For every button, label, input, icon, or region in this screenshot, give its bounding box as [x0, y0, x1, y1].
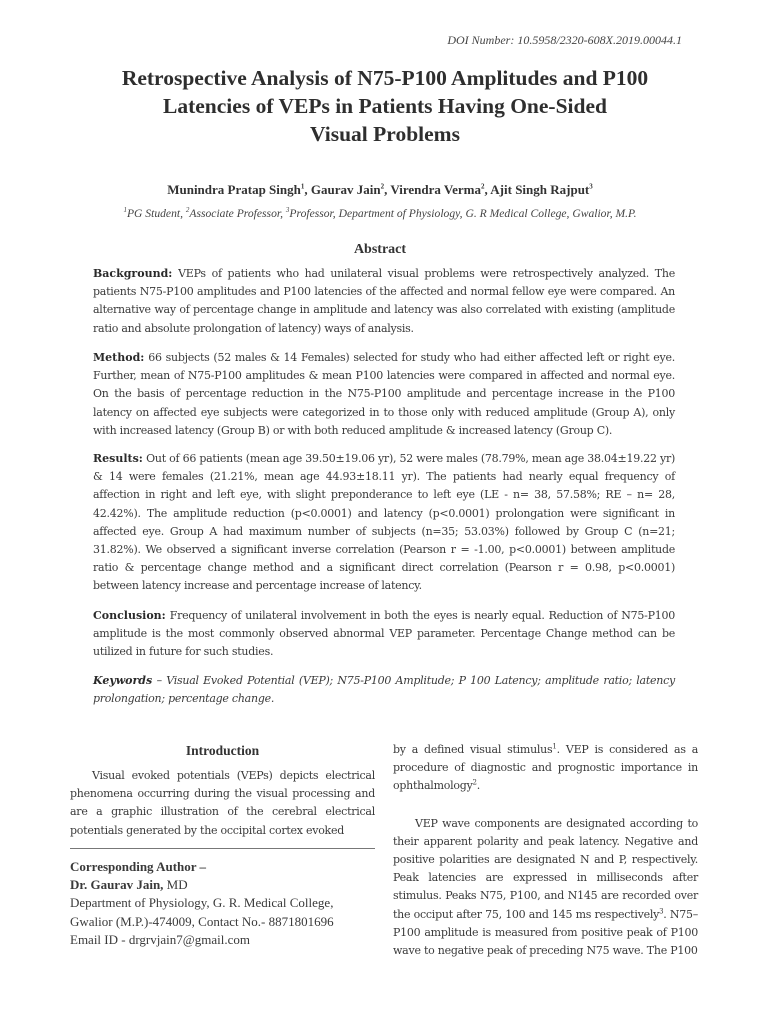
conclusion-text: Frequency of unilateral involvement in both the eyes is nearly equal. Reduction of N75-P100 amplitude is the most commonly observed abnormal VEP parameter. Percentage Change method can be utilized in future for such studies.: [93, 609, 675, 659]
abstract-method: [93, 349, 675, 440]
author-list: Munindra Pratap Singh$^1$, Gaurav Jain$^2$, Virendra Verma$^2$, Ajit Singh Rajput$^3$: [167, 182, 593, 197]
corresponding-dept: Department of Physiology, G. R. Medical College,: [70, 895, 334, 911]
results-label: Results:: [93, 452, 143, 465]
affil-text: Professor, Department of Physiology, G. R Medical College, Gwalior, M.P.: [289, 207, 637, 220]
author-name: Virendra Verma: [390, 182, 481, 197]
citation-sup: 3: [659, 906, 664, 915]
affil-text: Associate Professor,: [189, 207, 286, 220]
corresponding-contact: Gwalior (M.P.)-474009, Contact No.- 8871801696: [70, 913, 334, 929]
introduction-heading: Introduction: [185, 743, 260, 758]
method-text: 66 subjects (52 males & 14 Females) selected for study who had either affected left or right eye. Further, mean of N75-P100 amplitudes & mean P100 latencies were compared in affected and normal eye. On the basis of percentage reduction in the N75-P100 amplitude and percentage increase in the P100 latency on affected eye subjects were categorized in to those only with reduced amplitude (Group A), only with increased latency (Group B) or with both reduced amplitude & increased latency (Group C).: [93, 351, 675, 437]
doi-number: DOI Number: 10.5958/2320-608X.2019.00044.1: [447, 33, 682, 47]
author-sup: 3: [589, 182, 593, 191]
author-sup: 2: [380, 182, 385, 191]
affiliations: [70, 207, 690, 220]
text-run: . N75–P100 amplitude is measured from positive peak of P100 wave to negative peak of preceding N75 wave. The P100: [393, 907, 699, 958]
title-line: Retrospective Analysis of N75-P100 Amplitudes and P100: [121, 66, 649, 90]
corresponding-label: Corresponding Author –: [70, 859, 207, 874]
intro-right-column: [393, 741, 698, 960]
citation-sup: 2: [472, 778, 477, 787]
abstract-heading: Abstract: [353, 242, 407, 257]
title-line: Latencies of VEPs in Patients Having One-Sided: [163, 94, 607, 118]
intro-right-paragraph-2: [393, 815, 698, 961]
method-label: Method:: [93, 351, 145, 364]
affil-sup: 3: [285, 206, 290, 215]
abstract-results: [93, 450, 675, 596]
affil-sup: 1: [123, 206, 127, 215]
keywords-label: Keywords: [93, 674, 153, 687]
author-name: Munindra Pratap Singh: [167, 182, 301, 197]
abstract-conclusion: [93, 607, 675, 662]
citation-sup: 1: [552, 742, 557, 751]
corresponding-author: [70, 858, 375, 949]
abstract-background: [93, 265, 675, 338]
article-title: [80, 64, 690, 148]
corresponding-email: Email ID - drgrvjain7@gmail.com: [70, 931, 250, 947]
affil-sup: 2: [185, 206, 190, 215]
corresponding-name: Dr. Gaurav Jain,: [70, 877, 164, 893]
author-sup: 1: [300, 182, 305, 191]
abstract-keywords: [93, 672, 675, 708]
keywords-text: – Visual Evoked Potential (VEP); N75-P100 Amplitude; P 100 Latency; amplitude ratio; latency prolongation; percentage change.: [93, 674, 675, 706]
text-run: by a defined visual stimulus: [393, 743, 553, 756]
title-line: Visual Problems: [310, 122, 460, 146]
author-name: Gaurav Jain: [310, 182, 381, 197]
conclusion-label: Conclusion:: [93, 609, 166, 622]
footnote-divider: [70, 848, 375, 849]
text-run: .: [476, 779, 480, 793]
author-sup: 2: [481, 182, 485, 191]
intro-left-column: [70, 767, 375, 840]
affil-text: PG Student,: [126, 207, 186, 220]
corresponding-degree: MD: [163, 877, 188, 893]
background-label: Background:: [93, 267, 173, 280]
intro-right-paragraph-1: [393, 741, 698, 796]
text-run: . VEP is considered as a procedure of diagnostic and prognostic importance in ophthalmology: [393, 743, 699, 793]
results-text: Out of 66 patients (mean age 39.50±19.06 yr), 52 were males (78.79%, mean age 38.04±19.22 yr) & 14 were females (21.21%, mean age 44.93±18.11 yr). The patients had nearly equal frequency of affection in right and left eye, with slight preponderance to left eye (LE - n= 38, 57.58%; RE – n= 28, 42.42%). The amplitude reduction (p<0.0001) and latency (p<0.0001) prolongation were significant in affected eye. Group A had maximum number of subjects (n=35; 53.03%) followed by Group C (n=21; 31.82%). We observed a significant inverse correlation (Pearson r = -1.00, p<0.0001) between amplitude ratio & percentage change method and a significant direct correlation (Pearson r = 0.98, p<0.0001) between latency increase and percentage increase of latency.: [93, 452, 675, 593]
intro-left-paragraph: Visual evoked potentials (VEPs) depicts electrical phenomena occurring during the visual processing and are a graphic illustration of the cerebral electrical potentials generated by the occipital cortex evoked: [70, 769, 375, 837]
background-text: VEPs of patients who had unilateral visual problems were retrospectively analyzed. The patients N75-P100 amplitudes and P100 latencies of the affected and normal fellow eye were compared. An alternative way of percentage change in amplitude and latency was also correlated with existing (amplitude ratio and absolute prolongation of latency) ways of analysis.: [93, 267, 675, 335]
author-name: Ajit Singh Rajput: [490, 182, 590, 197]
text-run: VEP wave components are designated according to their apparent polarity and peak latency. Negative and positive polarities are designated N and P, respectively. Peak latencies are expressed in milliseconds after stimulus. Peaks N75, P100, and N145 are recorded over the occiput after 75, 100 and 145 ms respectively: [393, 816, 698, 921]
